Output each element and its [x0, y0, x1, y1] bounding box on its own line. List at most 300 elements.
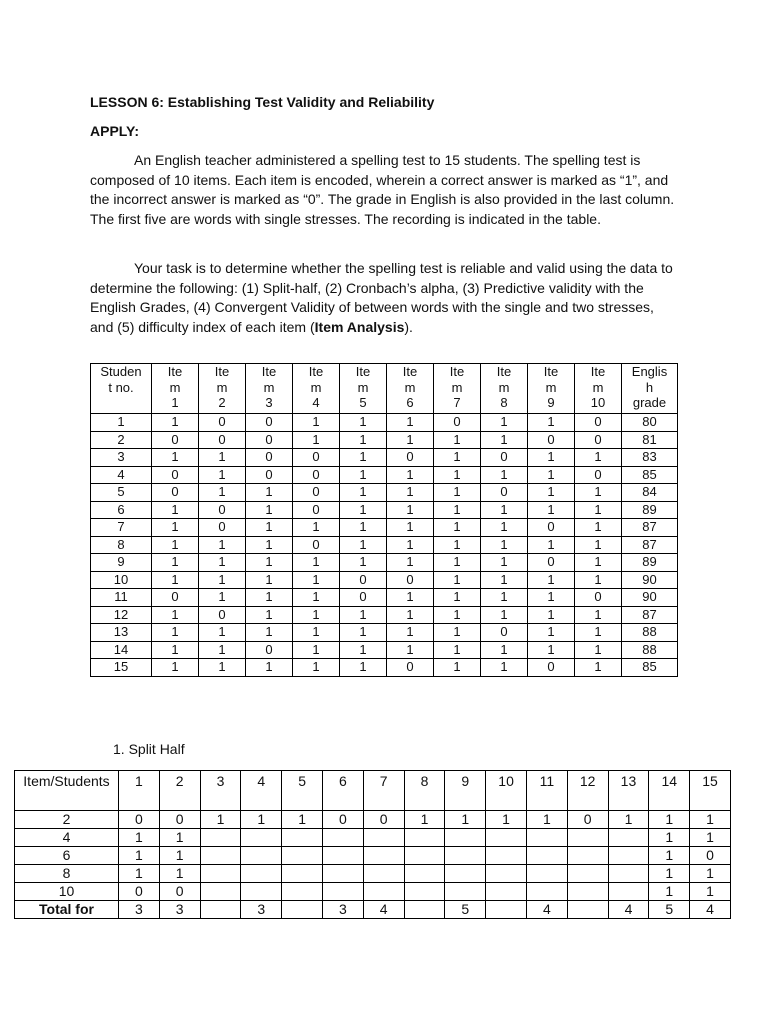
table-cell: 3 — [91, 449, 152, 467]
table-cell: 1 — [246, 589, 293, 607]
table-row — [91, 414, 678, 432]
instructions-paragraph-2 — [90, 259, 680, 337]
table-cell: 1 — [387, 484, 434, 502]
table-cell: 89 — [622, 501, 678, 519]
table-cell: 1 — [340, 466, 387, 484]
table-cell: 1 — [481, 641, 528, 659]
table-cell: 1 — [246, 606, 293, 624]
table-cell — [363, 829, 404, 847]
table-cell: 1 — [293, 641, 340, 659]
total-cell — [282, 901, 323, 919]
table-cell: 90 — [622, 589, 678, 607]
table-cell: 10 — [91, 571, 152, 589]
table-cell: 1 — [575, 554, 622, 572]
table-cell: 1 — [152, 571, 199, 589]
table-cell: 5 — [91, 484, 152, 502]
table-cell — [486, 847, 527, 865]
column-header: Ite m 4 — [293, 364, 340, 414]
table-row — [91, 431, 678, 449]
table-cell: 1 — [528, 606, 575, 624]
table-cell: 80 — [622, 414, 678, 432]
column-header: 12 — [567, 771, 608, 811]
table-cell: 15 — [91, 659, 152, 677]
table-cell: 11 — [91, 589, 152, 607]
table-cell: 0 — [159, 811, 200, 829]
table-cell — [322, 883, 363, 901]
table-row — [91, 536, 678, 554]
table-cell — [567, 883, 608, 901]
total-cell — [486, 901, 527, 919]
total-cell: 4 — [690, 901, 731, 919]
table-cell: 1 — [434, 484, 481, 502]
table-cell — [200, 865, 241, 883]
table-cell: 1 — [293, 589, 340, 607]
table-cell: 1 — [200, 811, 241, 829]
instructions-paragraph-1: An English teacher administered a spelling test to 15 students. The spelling test is composed of 10 items. Each item is encoded, wherein a correct answer is marked as “1”, and the incorrect answer is marked as “0”. The grade in English is also provided in the last column. The first five are words with single stresses. The recording is indicated in the table. — [90, 152, 675, 227]
table-cell: 1 — [152, 641, 199, 659]
table-cell: 0 — [246, 466, 293, 484]
table-cell — [241, 883, 282, 901]
table-cell: 1 — [340, 624, 387, 642]
table-cell — [404, 883, 445, 901]
column-header: Ite m 1 — [152, 364, 199, 414]
table-cell: 1 — [481, 659, 528, 677]
table-cell: 87 — [622, 519, 678, 537]
table-cell: 0 — [246, 414, 293, 432]
table-cell: 1 — [575, 501, 622, 519]
table-cell: 1 — [481, 606, 528, 624]
table-cell: 88 — [622, 624, 678, 642]
table-cell: 1 — [486, 811, 527, 829]
table-cell: 1 — [340, 554, 387, 572]
table-cell: 0 — [119, 811, 160, 829]
table-cell — [567, 865, 608, 883]
table-row — [91, 606, 678, 624]
table-row — [91, 466, 678, 484]
table-row — [15, 829, 731, 847]
column-header: 1 — [119, 771, 160, 811]
table-cell: 1 — [690, 829, 731, 847]
table-cell: 1 — [199, 449, 246, 467]
table-cell: 1 — [199, 571, 246, 589]
table-cell — [282, 847, 323, 865]
table-header-row — [91, 364, 678, 414]
table-cell: 0 — [246, 641, 293, 659]
item-analysis-emphasis: Item Analysis — [314, 318, 405, 335]
table-cell: 1 — [119, 865, 160, 883]
table-cell — [567, 829, 608, 847]
table-cell — [404, 847, 445, 865]
table-cell: 1 — [152, 414, 199, 432]
table-cell: 0 — [481, 449, 528, 467]
table-cell: 1 — [91, 414, 152, 432]
total-cell — [404, 901, 445, 919]
column-header: 4 — [241, 771, 282, 811]
split-half-header-row — [15, 771, 731, 811]
table-cell: 1 — [293, 624, 340, 642]
column-header: Ite m 3 — [246, 364, 293, 414]
table-row — [91, 624, 678, 642]
table-cell: 1 — [199, 589, 246, 607]
table-cell: 1 — [246, 571, 293, 589]
table-cell: 1 — [434, 571, 481, 589]
table-cell: 1 — [575, 536, 622, 554]
table-cell: 1 — [434, 641, 481, 659]
table-cell: 1 — [246, 554, 293, 572]
table-cell: 1 — [387, 606, 434, 624]
table-cell: 0 — [528, 554, 575, 572]
table-cell — [608, 865, 649, 883]
table-row — [91, 641, 678, 659]
table-cell: 1 — [293, 606, 340, 624]
table-cell: 1 — [575, 606, 622, 624]
table-cell: 0 — [575, 431, 622, 449]
table-cell — [526, 847, 567, 865]
table-cell — [363, 847, 404, 865]
table-cell: 1 — [434, 624, 481, 642]
table-cell: 0 — [246, 449, 293, 467]
column-header: 15 — [690, 771, 731, 811]
table-cell: 0 — [690, 847, 731, 865]
table-cell: 1 — [199, 659, 246, 677]
table-row — [15, 865, 731, 883]
table-cell: 1 — [387, 414, 434, 432]
table-cell: 0 — [575, 466, 622, 484]
paragraph-2-end: ). — [404, 318, 413, 335]
table-cell: 1 — [119, 829, 160, 847]
table-cell: 0 — [152, 466, 199, 484]
table-cell: 0 — [199, 431, 246, 449]
column-header: Ite m 10 — [575, 364, 622, 414]
table-cell: 0 — [575, 414, 622, 432]
table-cell: 1 — [434, 449, 481, 467]
column-header: 10 — [486, 771, 527, 811]
column-header: 7 — [363, 771, 404, 811]
table-cell: 1 — [387, 466, 434, 484]
table-cell: 1 — [649, 829, 690, 847]
table-cell: 0 — [199, 519, 246, 537]
table-cell — [200, 829, 241, 847]
table-cell: 1 — [526, 811, 567, 829]
table-cell: 1 — [152, 606, 199, 624]
table-cell: 1 — [528, 641, 575, 659]
table-cell: 1 — [528, 414, 575, 432]
table-cell — [608, 829, 649, 847]
column-header: 11 — [526, 771, 567, 811]
table-cell: 0 — [481, 624, 528, 642]
column-header: Ite m 9 — [528, 364, 575, 414]
table-cell — [363, 865, 404, 883]
total-cell: 3 — [159, 901, 200, 919]
table-cell — [241, 847, 282, 865]
table-cell: 1 — [481, 571, 528, 589]
table-cell: 1 — [152, 449, 199, 467]
table-cell: 1 — [608, 811, 649, 829]
table-cell: 1 — [246, 536, 293, 554]
split-half-table — [14, 770, 731, 919]
column-header: Studen t no. — [91, 364, 152, 414]
column-header: 9 — [445, 771, 486, 811]
table-cell: 1 — [481, 431, 528, 449]
table-cell: 1 — [199, 641, 246, 659]
table-cell: 1 — [434, 501, 481, 519]
table-cell: 10 — [15, 883, 119, 901]
table-cell: 89 — [622, 554, 678, 572]
table-cell: 12 — [91, 606, 152, 624]
table-cell: 1 — [387, 624, 434, 642]
total-cell: 4 — [608, 901, 649, 919]
table-row — [91, 589, 678, 607]
table-cell: 0 — [159, 883, 200, 901]
table-cell: 0 — [567, 811, 608, 829]
table-cell: 0 — [528, 519, 575, 537]
table-cell: 1 — [340, 449, 387, 467]
table-cell — [322, 847, 363, 865]
table-cell: 85 — [622, 466, 678, 484]
total-cell: 4 — [526, 901, 567, 919]
table-cell — [486, 883, 527, 901]
table-cell: 1 — [575, 449, 622, 467]
total-row — [15, 901, 731, 919]
table-cell: 1 — [387, 519, 434, 537]
table-cell: 1 — [481, 519, 528, 537]
table-cell — [445, 883, 486, 901]
column-header: 2 — [159, 771, 200, 811]
column-header: Item/Students — [15, 771, 119, 811]
column-header: 5 — [282, 771, 323, 811]
table-cell: 0 — [293, 466, 340, 484]
table-cell: 1 — [293, 554, 340, 572]
table-cell: 1 — [575, 571, 622, 589]
table-cell: 84 — [622, 484, 678, 502]
table-cell — [567, 847, 608, 865]
table-cell: 1 — [387, 589, 434, 607]
table-cell: 1 — [152, 624, 199, 642]
table-cell: 0 — [199, 606, 246, 624]
table-cell: 1 — [152, 536, 199, 554]
table-cell: 85 — [622, 659, 678, 677]
table-cell — [445, 829, 486, 847]
table-cell: 0 — [434, 414, 481, 432]
table-cell: 1 — [575, 641, 622, 659]
table-cell: 1 — [340, 431, 387, 449]
table-cell: 1 — [528, 624, 575, 642]
table-cell: 6 — [91, 501, 152, 519]
column-header: 6 — [322, 771, 363, 811]
table-cell: 0 — [152, 431, 199, 449]
table-cell: 1 — [152, 501, 199, 519]
table-cell: 1 — [199, 484, 246, 502]
table-cell: 1 — [445, 811, 486, 829]
table-cell: 1 — [246, 519, 293, 537]
table-row — [15, 883, 731, 901]
table-cell — [608, 883, 649, 901]
table-cell: 1 — [528, 589, 575, 607]
table-cell: 7 — [91, 519, 152, 537]
table-cell — [282, 883, 323, 901]
table-cell: 1 — [246, 501, 293, 519]
table-cell: 0 — [199, 501, 246, 519]
table-cell: 1 — [690, 811, 731, 829]
table-cell: 1 — [199, 536, 246, 554]
table-cell — [404, 829, 445, 847]
column-header: Englis h grade — [622, 364, 678, 414]
table-cell: 0 — [575, 589, 622, 607]
table-cell — [241, 829, 282, 847]
table-cell: 1 — [387, 431, 434, 449]
table-cell — [322, 829, 363, 847]
paragraph-2-text: Your task is to determine whether the spelling test is reliable and valid using the data to determine the following: (1) Split-half, (2) Cronbach’s alpha, (3) Predictive validity with the English Grades, (4) Convergent Validity of between words with the single and two stresses, and (5) difficulty index of each item ( — [90, 260, 673, 335]
table-cell: 1 — [152, 554, 199, 572]
table-cell: 1 — [241, 811, 282, 829]
table-cell — [526, 865, 567, 883]
total-cell: 3 — [241, 901, 282, 919]
table-cell: 1 — [159, 865, 200, 883]
table-row — [91, 571, 678, 589]
table-cell: 1 — [199, 466, 246, 484]
table-cell: 0 — [293, 536, 340, 554]
table-cell: 4 — [91, 466, 152, 484]
column-header: 13 — [608, 771, 649, 811]
table-cell: 1 — [340, 484, 387, 502]
table-cell: 1 — [246, 659, 293, 677]
table-cell: 88 — [622, 641, 678, 659]
column-header: Ite m 6 — [387, 364, 434, 414]
table-cell: 0 — [528, 659, 575, 677]
table-cell: 87 — [622, 536, 678, 554]
total-cell: 3 — [119, 901, 160, 919]
split-half-label: 1. Split Half — [113, 741, 185, 757]
table-cell: 87 — [622, 606, 678, 624]
table-cell — [608, 847, 649, 865]
table-cell: 1 — [246, 484, 293, 502]
table-cell: 81 — [622, 431, 678, 449]
table-cell: 4 — [15, 829, 119, 847]
table-cell: 1 — [340, 641, 387, 659]
table-cell: 0 — [481, 484, 528, 502]
column-header: Ite m 2 — [199, 364, 246, 414]
total-cell: 3 — [322, 901, 363, 919]
table-cell: 1 — [159, 847, 200, 865]
table-cell: 1 — [481, 414, 528, 432]
table-cell: 1 — [387, 536, 434, 554]
table-cell: 1 — [528, 484, 575, 502]
table-cell: 2 — [91, 431, 152, 449]
table-cell: 1 — [152, 659, 199, 677]
table-cell: 1 — [690, 865, 731, 883]
apply-heading: APPLY: — [90, 123, 140, 139]
table-cell — [526, 829, 567, 847]
total-cell: 5 — [445, 901, 486, 919]
table-cell: 1 — [293, 571, 340, 589]
total-cell — [567, 901, 608, 919]
table-cell: 1 — [246, 624, 293, 642]
table-cell: 1 — [434, 536, 481, 554]
table-cell: 1 — [575, 624, 622, 642]
table-cell: 1 — [340, 659, 387, 677]
table-cell: 6 — [15, 847, 119, 865]
table-row — [91, 501, 678, 519]
table-cell: 1 — [690, 883, 731, 901]
table-cell: 1 — [340, 606, 387, 624]
table-cell: 1 — [293, 431, 340, 449]
table-cell: 90 — [622, 571, 678, 589]
lesson-title: LESSON 6: Establishing Test Validity and Reliability — [90, 94, 435, 110]
table-cell: 0 — [387, 659, 434, 677]
table-cell: 0 — [340, 571, 387, 589]
table-cell: 1 — [387, 554, 434, 572]
table-cell: 8 — [15, 865, 119, 883]
table-cell: 1 — [575, 519, 622, 537]
table-cell: 0 — [246, 431, 293, 449]
table-cell: 1 — [481, 554, 528, 572]
table-cell: 1 — [649, 883, 690, 901]
table-cell: 1 — [481, 466, 528, 484]
table-cell: 1 — [434, 589, 481, 607]
table-cell: 8 — [91, 536, 152, 554]
table-cell: 1 — [649, 847, 690, 865]
table-cell: 1 — [434, 431, 481, 449]
total-cell: 5 — [649, 901, 690, 919]
table-cell: 1 — [119, 847, 160, 865]
total-cell: 4 — [363, 901, 404, 919]
column-header: Ite m 8 — [481, 364, 528, 414]
table-cell — [445, 847, 486, 865]
table-cell — [363, 883, 404, 901]
table-cell: 1 — [481, 589, 528, 607]
table-cell: 1 — [434, 606, 481, 624]
table-cell: 1 — [340, 414, 387, 432]
table-cell — [445, 865, 486, 883]
table-cell: 1 — [387, 501, 434, 519]
table-cell: 1 — [481, 501, 528, 519]
table-cell: 1 — [340, 519, 387, 537]
table-cell: 13 — [91, 624, 152, 642]
table-cell: 0 — [199, 414, 246, 432]
column-header: 3 — [200, 771, 241, 811]
table-cell: 83 — [622, 449, 678, 467]
table-cell: 1 — [387, 641, 434, 659]
table-cell — [526, 883, 567, 901]
table-cell: 1 — [575, 659, 622, 677]
table-cell: 1 — [434, 659, 481, 677]
table-cell: 1 — [528, 466, 575, 484]
table-row — [91, 484, 678, 502]
table-cell: 0 — [119, 883, 160, 901]
spelling-scores-table — [90, 363, 678, 677]
table-cell: 1 — [293, 519, 340, 537]
column-header: 8 — [404, 771, 445, 811]
table-cell: 1 — [282, 811, 323, 829]
table-cell: 1 — [481, 536, 528, 554]
table-cell: 0 — [387, 571, 434, 589]
table-cell: 2 — [15, 811, 119, 829]
table-cell: 0 — [293, 449, 340, 467]
table-cell — [241, 865, 282, 883]
table-cell: 1 — [152, 519, 199, 537]
table-cell: 1 — [649, 811, 690, 829]
table-row — [91, 554, 678, 572]
table-cell — [486, 865, 527, 883]
table-cell — [282, 829, 323, 847]
column-header: Ite m 5 — [340, 364, 387, 414]
table-row — [91, 449, 678, 467]
column-header: Ite m 7 — [434, 364, 481, 414]
table-cell: 1 — [528, 571, 575, 589]
table-cell: 1 — [159, 829, 200, 847]
table-cell: 14 — [91, 641, 152, 659]
table-cell: 1 — [199, 554, 246, 572]
